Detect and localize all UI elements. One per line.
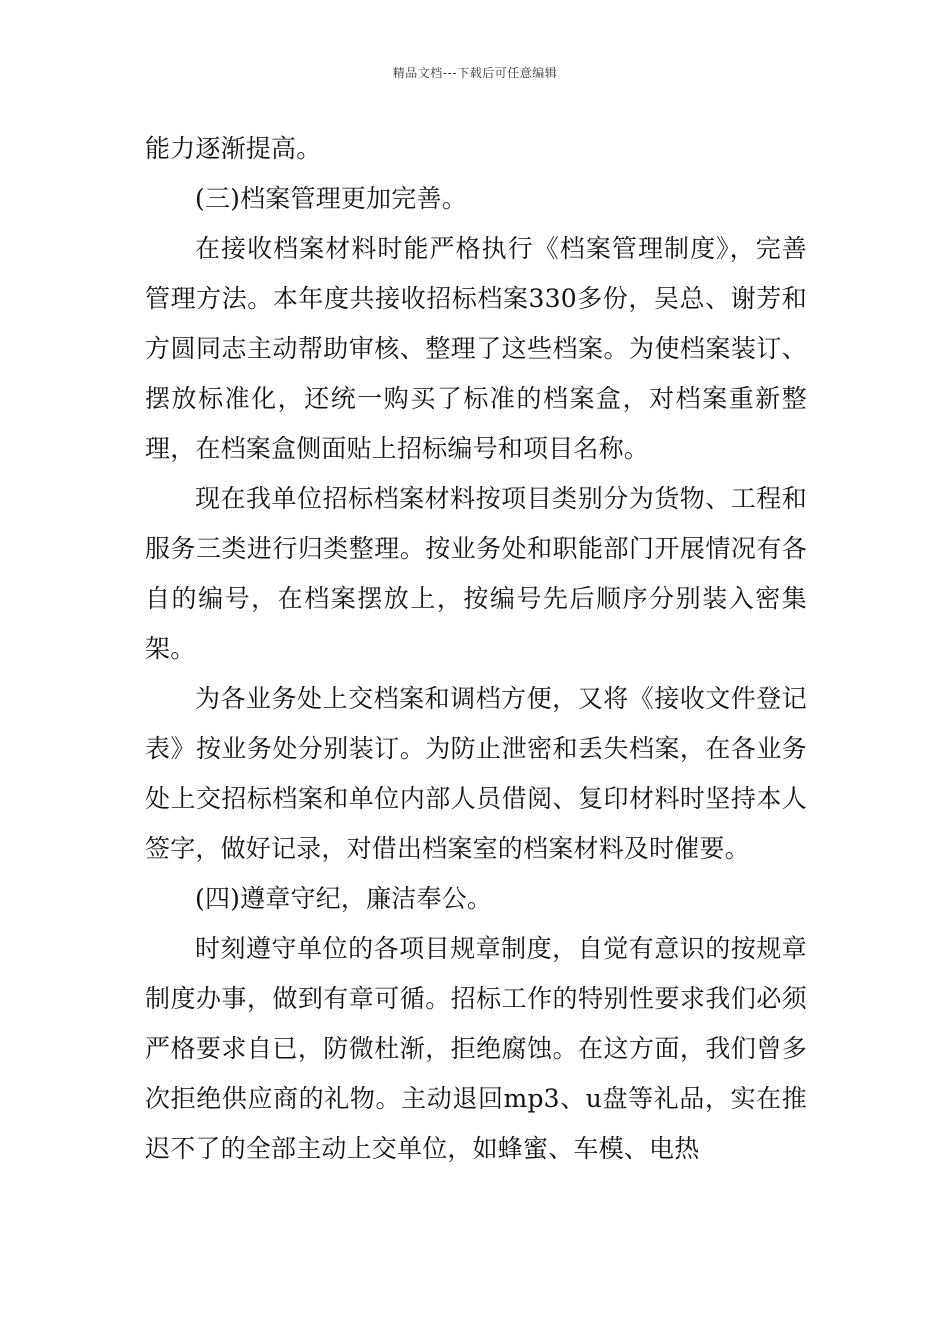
paragraph-archive-receipt: 在接收档案材料时能严格执行《档案管理制度》，完善管理方法。本年度共接收招标档案330多份，吴总、谢芳和方圆同志主动帮助审核、整理了这些档案。为使档案装订、摆放标准化，还统一购买了标准的档案盒，对档案重新整理，在档案盒侧面贴上招标编号和项目名称。 [145,234,807,463]
paragraph-archive-classification: 现在我单位招标档案材料按项目类别分为货物、工程和服务三类进行归类整理。按业务处和职能部门开展情况有各自的编号，在档案摆放上，按编号先后顺序分别装入密集架。 [145,484,807,663]
page-header: 精品文档---下载后可任意编辑 [392,66,558,80]
document-body [145,124,807,1174]
paragraph-continuation: 能力逐渐提高。 [145,134,322,163]
section-heading-archive-management: (三)档案管理更加完善。 [195,184,467,213]
paragraph-discipline: 时刻遵守单位的各项目规章制度，自觉有意识的按规章制度办事，做到有章可循。招标工作的特别性要求我们必须严格要求自已，防微杜渐，拒绝腐蚀。在这方面，我们曾多次拒绝供应商的礼物。主动退回mp3、u盘等礼品，实在推迟不了的全部主动上交单位，如蜂蜜、车模、电热 [145,934,807,1163]
section-heading-discipline: (四)遵章守纪，廉洁奉公。 [195,884,493,913]
paragraph-archive-registration: 为各业务处上交档案和调档方便，又将《接收文件登记表》按业务处分别装订。为防止泄密和丢失档案，在各业务处上交招标档案和单位内部人员借阅、复印材料时坚持本人签字，做好记录，对借出档案室的档案材料及时催要。 [145,684,807,863]
